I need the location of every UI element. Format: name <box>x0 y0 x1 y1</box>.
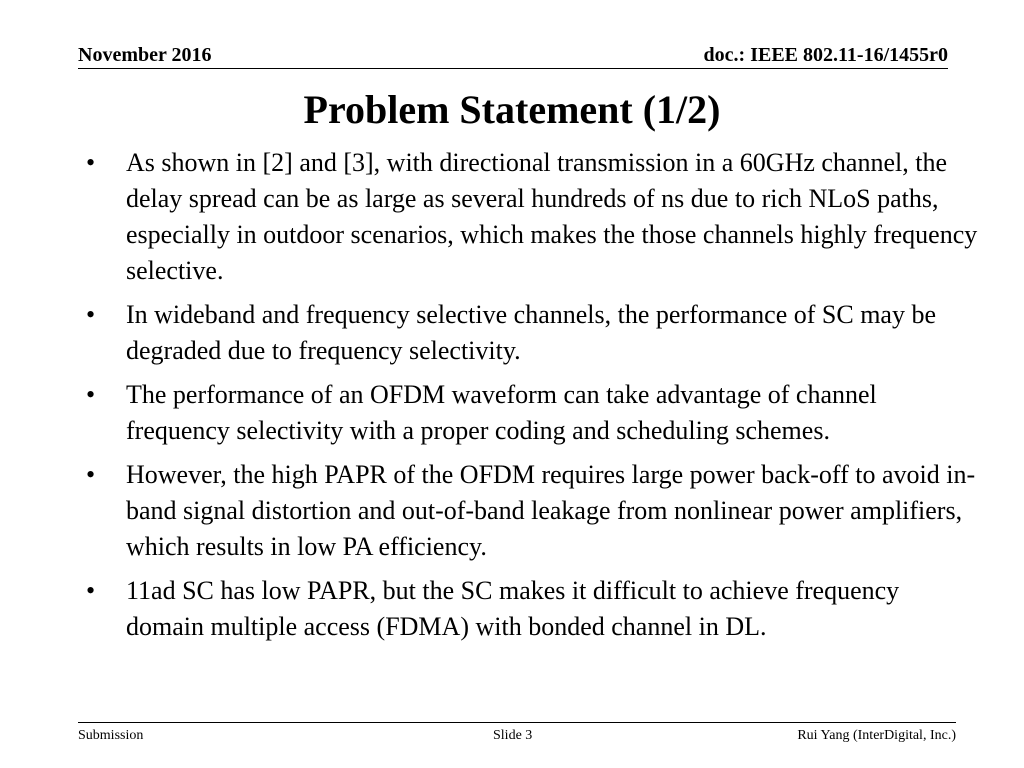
bullet-list <box>78 145 978 653</box>
header-date: November 2016 <box>78 44 212 66</box>
bullet-item <box>78 573 978 645</box>
header-doc-id: doc.: IEEE 802.11-16/1455r0 <box>703 44 948 66</box>
bullet-marker: • <box>86 380 96 409</box>
bullet-text: However, the high PAPR of the OFDM requires large power back-off to avoid in-band signal distortion and out-of-band leakage from nonlinear power amplifiers, which results in low PA efficiency. <box>126 460 976 561</box>
bullet-item <box>78 297 978 369</box>
footer-slide-number: Slide 3 <box>493 728 533 743</box>
bullet-item <box>78 377 978 449</box>
bullet-marker: • <box>86 460 96 489</box>
bullet-marker: • <box>86 148 96 177</box>
bullet-text: The performance of an OFDM waveform can take advantage of channel frequency selectivity with a proper coding and scheduling schemes. <box>126 380 877 445</box>
bullet-item <box>78 145 978 289</box>
bullet-text: In wideband and frequency selective channels, the performance of SC may be degraded due to frequency selectivity. <box>126 300 937 365</box>
footer-author: Rui Yang (InterDigital, Inc.) <box>797 728 956 743</box>
footer-submission: Submission <box>78 728 144 743</box>
bullet-text: As shown in [2] and [3], with directional transmission in a 60GHz channel, the delay spread can be as large as several hundreds of ns due to rich NLoS paths, especially in outdoor scenarios, which makes the those channels highly frequency selective. <box>126 148 978 285</box>
bullet-item <box>78 457 978 565</box>
bullet-marker: • <box>86 300 96 329</box>
bullet-text: 11ad SC has low PAPR, but the SC makes it difficult to achieve frequency domain multiple access (FDMA) with bonded channel in DL. <box>126 576 900 641</box>
slide-title: Problem Statement (1/2) <box>303 87 721 132</box>
bullet-marker: • <box>86 576 96 605</box>
footer-divider <box>78 722 956 723</box>
slide-header <box>78 42 948 69</box>
